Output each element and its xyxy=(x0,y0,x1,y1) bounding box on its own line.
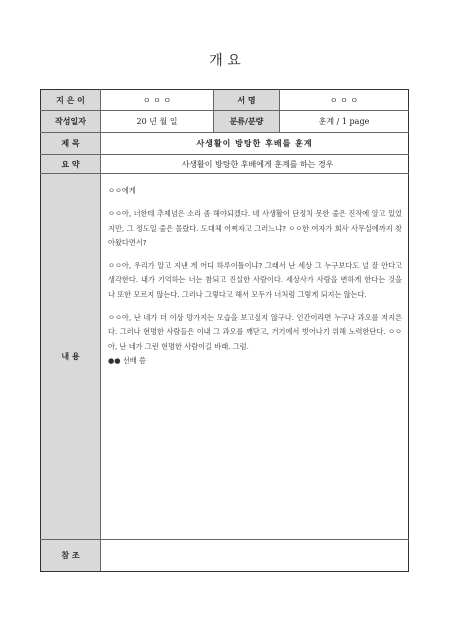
signature-value[interactable]: ㅇ ㅇ ㅇ xyxy=(280,90,409,111)
date-value[interactable]: 20 년 월 일 xyxy=(101,111,214,133)
subject-label: 제 목 xyxy=(41,133,101,155)
summary-value[interactable]: 사생활이 방탕한 후배에게 훈계를 하는 경우 xyxy=(101,155,409,174)
content-signature: ●● 선배 씀 xyxy=(108,355,146,365)
summary-label: 요 약 xyxy=(41,155,101,174)
signature-label: 서 명 xyxy=(214,90,280,111)
content-greeting: ㅇㅇ에게 xyxy=(108,186,136,195)
document-title: 개 요 xyxy=(209,53,241,69)
author-row xyxy=(41,90,409,111)
reference-label: 참 조 xyxy=(41,540,101,572)
summary-row xyxy=(41,155,409,174)
content-row xyxy=(41,174,409,540)
subject-value[interactable]: 사생활이 방탕한 후배를 훈계 xyxy=(101,133,409,155)
overview-form-table xyxy=(40,89,409,572)
content-body[interactable] xyxy=(101,174,409,540)
reference-value[interactable] xyxy=(101,540,409,572)
content-label: 내 용 xyxy=(41,174,101,540)
content-paragraph: ㅇㅇ아, 너한테 추제넘은 소리 좀 해야되겠다. 네 사생활이 단정치 못한 줄은 진작에 알고 있었지만, 그 정도일 줄은 몰랐다. 도대체 어쩌자고 그러느냐? ㅇㅇ한 여자가 회사 사무실에까지 찾아왔다면서? xyxy=(108,209,402,247)
date-row xyxy=(41,111,409,133)
subject-row xyxy=(41,133,409,155)
author-label: 지 은 이 xyxy=(41,90,101,111)
category-label: 분류/분량 xyxy=(214,111,280,133)
content-paragraph: ㅇㅇ아, 난 네가 더 이상 망가지는 모습을 보고싶지 않구나. 인간이라면 누구나 과오를 저지른다. 그러나 현명한 사람들은 이내 그 과오를 깨닫고, 거기에서 벗어나기 위해 노력한단다. ㅇㅇ아, 난 네가 그런 현명한 사람이길 바래. 그럼. xyxy=(108,313,402,351)
author-value[interactable]: ㅇ ㅇ ㅇ xyxy=(101,90,214,111)
content-paragraph: ㅇㅇ아, 우리가 알고 지낸 게 어디 하루이틀이냐? 그래서 난 세상 그 누구보다도 널 잘 안다고 생각한다. 내가 기억하는 너는 참되고 진실한 사람이다. 세상사가 사람을 변하게 한다는 것을 나 또한 모르지 않는다. 그러나 그렇다고 해서 모두가 너처럼 그렇게 되지는 않는다. xyxy=(108,261,402,299)
date-label: 작성일자 xyxy=(41,111,101,133)
category-value[interactable]: 훈계 / 1 page xyxy=(280,111,409,133)
reference-row xyxy=(41,540,409,572)
